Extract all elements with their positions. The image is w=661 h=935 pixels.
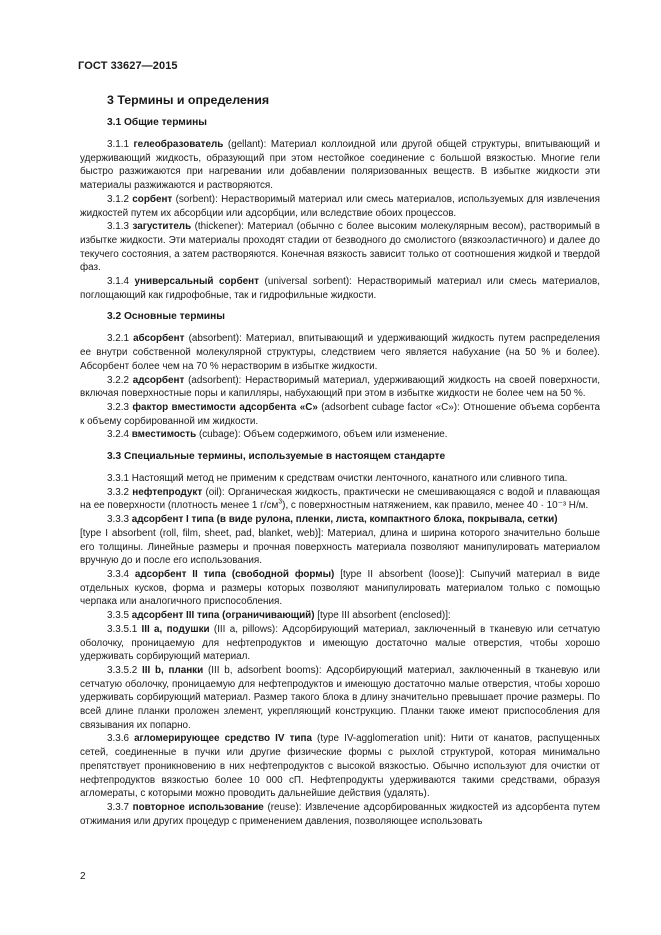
term-3-3-6: 3.3.6 агломерирующее средство IV типа (type IV-agglomeration unit): Нити от канатов, распущенных сетей, соединенные в пучки или другие физические формы с рыхлой структурой, которая минимально препятствует проникновению в них нефтепродуктов с высокой вязкостью. Обычно используют для очистки от нефтепродуктов вязкостью более 10 000 сП. Нефтепродукты удерживаются такими средствами, образуя агломераты, с которыми можно проводить дальнейшие действия (удалять).: [80, 733, 600, 800]
document-body: [80, 92, 600, 828]
term-3-1-3: 3.1.3 загуститель (thickener): Материал (обычно с более высоким молекулярным весом), растворимый в избытке жидкости. Эти материалы проходят стадии от безводного до смолистого (вязкоэластичного) и далее до текучего состояния, а затем растворяются. Конечная вязкость зависит только от соотношения жидкой и твердой фаз.: [80, 221, 600, 274]
page-number: 2: [80, 871, 86, 882]
subsection-heading-basic: 3.2 Основные термины: [107, 311, 225, 323]
term-3-3-5-2: 3.3.5.2 III b, планки (III b, adsorbent booms): Адсорбирующий материал, заключенный в тканевую или сетчатую оболочку, проницаемую для нефтепродуктов и имеющую достаточно малые отверстия, чтобы хорошо удерживать сорбирующий материал. Размер такого блока в длину значительно превышает прочие размеры. По всей длине планки проложен злемент, укрепляющий конструкцию. Планки также имеют приспособления для связывания их попарно.: [80, 664, 600, 731]
term-3-1-4: 3.1.4 универсальный сорбент (universal sorbent): Нерастворимый материал или смесь материалов, поглощающий как гидрофобные, так и гидрофильные жидкости.: [80, 276, 600, 301]
term-3-3-5-1: 3.3.5.1 III а, подушки (III a, pillows): Адсорбирующий материал, заключенный в тканевую или сетчатую оболочку, проницаемую для нефтепродуктов и имеющую достаточно малые отверстия, чтобы хорошо удерживать сорбирующий материал.: [80, 623, 600, 663]
term-3-3-5: 3.3.5 адсорбент III типа (ограничивающий) [type III absorbent (enclosed)]:: [107, 610, 451, 622]
term-3-3-3-heading: 3.3.3 адсорбент I типа (в виде рулона, пленки, листа, компактного блока, покрывала, сетки): [107, 514, 558, 526]
term-3-2-4: 3.2.4 вместимость (cubage): Объем содержимого, объем или изменение.: [107, 429, 448, 441]
term-3-1-2: 3.1.2 сорбент (sorbent): Нерастворимый материал или смесь материалов, используемых для извлечения жидкостей путем их абсорбции или адсорбции, или вследствие обоих процессов.: [80, 193, 600, 219]
term-3-2-2: 3.2.2 адсорбент (adsorbent): Нерастворимый материал, удерживающий жидкость на своей поверхности, включая поверхностные поры и капилляры, набухающий при этом в избытке жидкости не более чем на 50 %.: [80, 374, 600, 400]
term-3-1-1: 3.1.1 гелеобразователь (gellant): Материал коллоидной или другой общей структуры, впитывающий и удерживающий жидкость, образующий при этом нестойкое соединение с большой вязкостью. Многие гели быстро разжижаются при нагревании или добавлении поляризованных веществ. В избытке жидкости эти материалы разжижаются и растворяются.: [80, 139, 600, 192]
term-3-2-1: 3.2.1 абсорбент (absorbent): Материал, впитывающий и удерживающий жидкость путем распределения ее внутри собственной молекулярной структуры, следствием чего является набухание (на 50 % и более). Абсорбент более чем на 70 % нерастворим в избытке жидкости.: [80, 333, 600, 372]
document-code: ГОСТ 33627—2015: [78, 60, 178, 72]
term-3-2-3: 3.2.3 фактор вместимости адсорбента «С» (adsorbent cubage factor «С»): Отношение объема сорбента к объему сорбированной им жидкости.: [80, 401, 600, 427]
term-3-3-4: 3.3.4 адсорбент II типа (свободной формы) [type II absorbent (loose)]: Сыпучий материал в виде отдельных кусков, форма и размеры которых позволяют манипулировать материалом только с помощью черпака или аналогичного приспособления.: [80, 568, 600, 608]
subsection-heading-general: 3.1 Общие термины: [107, 117, 207, 128]
term-3-3-7: 3.3.7 повторное использование (reuse): Извлечение адсорбированных жидкостей из адсорбента путем отжимания или других процедур с применением давления, позволяющее использовать: [80, 801, 600, 827]
subsection-heading-special: 3.3 Специальные термины, используемые в настоящем стандарте: [107, 451, 446, 463]
term-3-3-2: 3.3.2 нефтепродукт (oil): Органическая жидкость, практически не смешивающаяся с водой и плавающая на ее поверхности (плотность менее 1 $г/см^3$), с поверхностным натяжением, как правило, менее 40 · 10⁻³ Н/м.: [80, 486, 601, 512]
term-3-3-3-body: [type I absorbent (roll, film, sheet, pad, blanket, web)]: Материал, длина и ширина которого значительно больше его толщины. Линейные размеры и прочная поверхность материала позволяют манипулировать материалом вручную до и после его использования.: [80, 527, 600, 567]
term-3-3-1: 3.3.1 Настоящий метод не применим к средствам очистки ленточного, канатного или сливного типа.: [107, 473, 568, 485]
section-heading: 3 Термины и определения: [107, 93, 270, 107]
